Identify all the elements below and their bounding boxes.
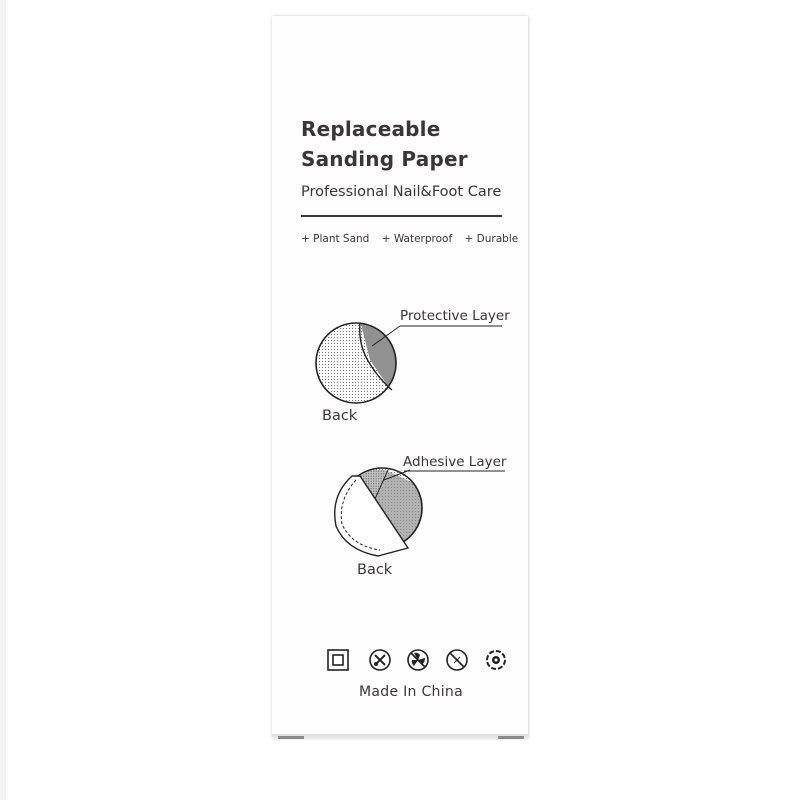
box-bottom-edge	[272, 734, 528, 740]
adhesive-layer-circle	[335, 468, 424, 556]
feature-waterproof: + Waterproof	[381, 233, 453, 245]
no-fan-icon	[408, 650, 428, 670]
back-label-bottom: Back	[357, 562, 393, 578]
single-use-square-icon	[328, 650, 348, 670]
title-line-2: Sanding Paper	[301, 147, 468, 171]
feature-plant-sand: + Plant Sand	[301, 233, 370, 245]
feature-list	[301, 233, 527, 245]
no-cut-tools-icon	[370, 650, 390, 670]
adhesive-layer-label: Adhesive Layer	[403, 454, 507, 470]
back-label-top: Back	[322, 408, 358, 424]
care-icons	[326, 648, 522, 672]
no-scissors-icon	[447, 650, 467, 670]
product-title	[301, 114, 468, 174]
box-tab-right	[498, 736, 524, 739]
recycle-icon	[487, 651, 505, 669]
background-edge	[0, 0, 6, 800]
box-tab-left	[278, 736, 304, 739]
divider-rule	[301, 215, 502, 217]
layer-diagram	[300, 300, 520, 600]
title-line-1: Replaceable	[301, 117, 441, 141]
protective-layer-label: Protective Layer	[400, 308, 510, 324]
feature-durable: + Durable	[464, 233, 519, 245]
product-subtitle: Professional Nail&Foot Care	[301, 184, 502, 200]
protective-layer-circle	[316, 320, 400, 403]
made-in-label: Made In China	[359, 684, 463, 700]
layer-diagram-svg	[300, 300, 520, 600]
